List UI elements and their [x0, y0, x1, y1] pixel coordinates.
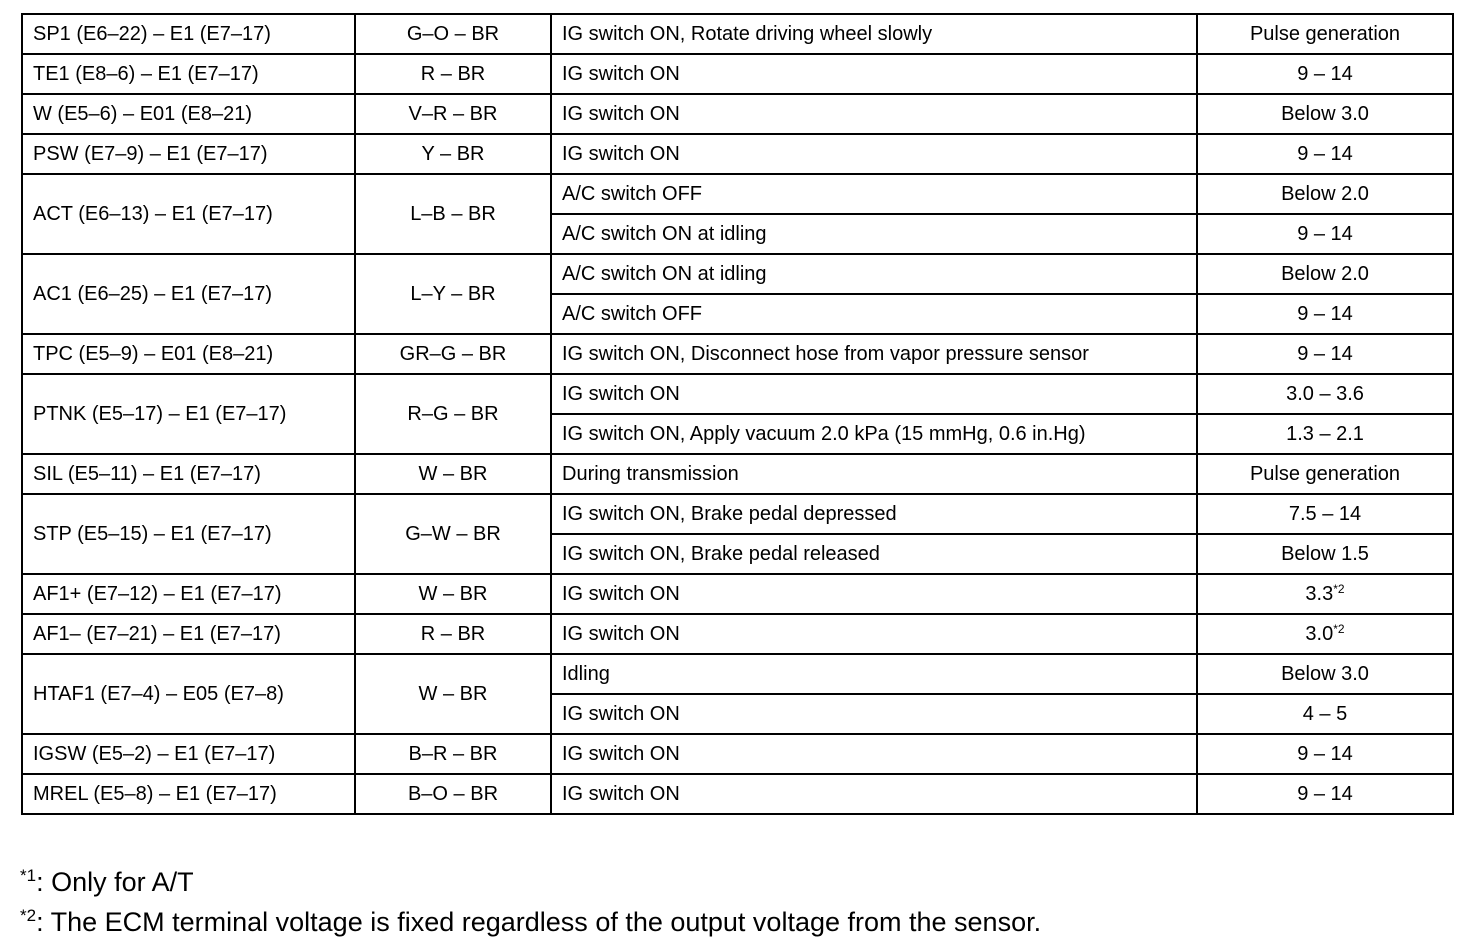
specified-value-cell	[1197, 774, 1453, 814]
condition-cell: IG switch ON, Rotate driving wheel slowly	[551, 14, 1197, 54]
specified-value-cell	[1197, 494, 1453, 534]
condition-cell: A/C switch ON at idling	[551, 254, 1197, 294]
condition-cell: A/C switch OFF	[551, 174, 1197, 214]
condition-cell: IG switch ON, Brake pedal released	[551, 534, 1197, 574]
specified-value-cell	[1197, 374, 1453, 414]
specified-value: 1.3 – 2.1	[1286, 422, 1364, 445]
specified-value-cell	[1197, 54, 1453, 94]
footnote-text: : The ECM terminal voltage is fixed regardless of the output voltage from the sensor.	[36, 907, 1042, 937]
condition-cell: Idling	[551, 654, 1197, 694]
table-row	[22, 254, 1453, 294]
specified-value: Below 3.0	[1281, 102, 1369, 125]
specified-value-cell	[1197, 294, 1453, 334]
specified-value-cell	[1197, 214, 1453, 254]
specified-value: 9 – 14	[1297, 742, 1353, 765]
terminal-cell: SP1 (E6–22) – E1 (E7–17)	[22, 14, 355, 54]
wiring-color-cell: R – BR	[355, 54, 551, 94]
specified-value-cell	[1197, 254, 1453, 294]
specified-value: 3.3	[1305, 582, 1334, 605]
specified-value-cell	[1197, 574, 1453, 614]
condition-cell: A/C switch ON at idling	[551, 214, 1197, 254]
specified-value-cell	[1197, 654, 1453, 694]
condition-cell: IG switch ON	[551, 694, 1197, 734]
terminal-cell: AF1– (E7–21) – E1 (E7–17)	[22, 614, 355, 654]
table-row	[22, 734, 1453, 774]
condition-cell: IG switch ON	[551, 54, 1197, 94]
specified-value: 3.0 – 3.6	[1286, 382, 1364, 405]
specified-value: Below 3.0	[1281, 662, 1369, 685]
condition-cell: IG switch ON	[551, 614, 1197, 654]
table-row	[22, 774, 1453, 814]
terminal-cell: W (E5–6) – E01 (E8–21)	[22, 94, 355, 134]
condition-cell: IG switch ON	[551, 134, 1197, 174]
specified-value: Below 2.0	[1281, 262, 1369, 285]
terminal-cell: AC1 (E6–25) – E1 (E7–17)	[22, 254, 355, 334]
condition-cell: During transmission	[551, 454, 1197, 494]
table-row	[22, 94, 1453, 134]
terminal-cell: PTNK (E5–17) – E1 (E7–17)	[22, 374, 355, 454]
specified-value-cell	[1197, 734, 1453, 774]
footnotes	[20, 862, 1041, 942]
footnote-mark: *2	[1333, 581, 1345, 596]
table-row	[22, 374, 1453, 414]
ecm-terminal-voltage-table	[21, 13, 1454, 815]
specified-value: 9 – 14	[1297, 782, 1353, 805]
specified-value-cell	[1197, 534, 1453, 574]
wiring-color-cell: L–B – BR	[355, 174, 551, 254]
specified-value: 7.5 – 14	[1288, 502, 1362, 525]
condition-cell: IG switch ON, Disconnect hose from vapor pressure sensor	[551, 334, 1197, 374]
specified-value: 9 – 14	[1297, 142, 1353, 165]
specified-value: 9 – 14	[1297, 342, 1353, 365]
terminal-cell: MREL (E5–8) – E1 (E7–17)	[22, 774, 355, 814]
wiring-color-cell: W – BR	[355, 574, 551, 614]
terminal-cell: SIL (E5–11) – E1 (E7–17)	[22, 454, 355, 494]
specified-value: Pulse generation	[1249, 22, 1401, 45]
wiring-color-cell: R–G – BR	[355, 374, 551, 454]
wiring-color-cell: G–W – BR	[355, 494, 551, 574]
table-row	[22, 574, 1453, 614]
table-row	[22, 454, 1453, 494]
condition-cell: IG switch ON	[551, 374, 1197, 414]
terminal-cell: TE1 (E8–6) – E1 (E7–17)	[22, 54, 355, 94]
footnote-marker: *1	[20, 866, 37, 885]
wiring-color-cell: W – BR	[355, 454, 551, 494]
table-row	[22, 494, 1453, 534]
terminal-cell: AF1+ (E7–12) – E1 (E7–17)	[22, 574, 355, 614]
footnote-text: : Only for A/T	[36, 867, 194, 897]
specified-value-cell	[1197, 94, 1453, 134]
condition-cell: A/C switch OFF	[551, 294, 1197, 334]
specified-value-cell	[1197, 614, 1453, 654]
terminal-cell: TPC (E5–9) – E01 (E8–21)	[22, 334, 355, 374]
condition-cell: IG switch ON	[551, 734, 1197, 774]
condition-cell: IG switch ON	[551, 574, 1197, 614]
wiring-color-cell: GR–G – BR	[355, 334, 551, 374]
table-row	[22, 654, 1453, 694]
table-body	[22, 14, 1453, 814]
specified-value: 9 – 14	[1297, 62, 1353, 85]
wiring-color-cell: B–R – BR	[355, 734, 551, 774]
condition-cell: IG switch ON, Apply vacuum 2.0 kPa (15 mmHg, 0.6 in.Hg)	[551, 414, 1197, 454]
specified-value: Below 1.5	[1281, 542, 1369, 565]
table-row	[22, 174, 1453, 214]
table-row	[22, 54, 1453, 94]
specified-value: 4 – 5	[1302, 702, 1348, 725]
specified-value-cell	[1197, 334, 1453, 374]
wiring-color-cell: L–Y – BR	[355, 254, 551, 334]
terminal-cell: STP (E5–15) – E1 (E7–17)	[22, 494, 355, 574]
wiring-color-cell: V–R – BR	[355, 94, 551, 134]
footnote-marker: *2	[20, 906, 37, 925]
specified-value: 9 – 14	[1297, 222, 1353, 245]
condition-cell: IG switch ON	[551, 774, 1197, 814]
condition-cell: IG switch ON	[551, 94, 1197, 134]
specified-value-cell	[1197, 454, 1453, 494]
footnote	[20, 862, 1041, 902]
specified-value-cell	[1197, 414, 1453, 454]
specified-value-cell	[1197, 134, 1453, 174]
footnote	[20, 902, 1041, 942]
specified-value: 9 – 14	[1297, 302, 1353, 325]
table-row	[22, 614, 1453, 654]
footnote-mark: *2	[1333, 621, 1345, 636]
terminal-cell: ACT (E6–13) – E1 (E7–17)	[22, 174, 355, 254]
specified-value-cell	[1197, 694, 1453, 734]
specified-value: Pulse generation	[1249, 462, 1401, 485]
table-row	[22, 134, 1453, 174]
wiring-color-cell: W – BR	[355, 654, 551, 734]
terminal-cell: HTAF1 (E7–4) – E05 (E7–8)	[22, 654, 355, 734]
specified-value-cell	[1197, 174, 1453, 214]
condition-cell: IG switch ON, Brake pedal depressed	[551, 494, 1197, 534]
table-row	[22, 334, 1453, 374]
specified-value-cell	[1197, 14, 1453, 54]
wiring-color-cell: Y – BR	[355, 134, 551, 174]
wiring-color-cell: R – BR	[355, 614, 551, 654]
wiring-color-cell: B–O – BR	[355, 774, 551, 814]
specified-value: Below 2.0	[1281, 182, 1369, 205]
terminal-cell: PSW (E7–9) – E1 (E7–17)	[22, 134, 355, 174]
table-row	[22, 14, 1453, 54]
terminal-cell: IGSW (E5–2) – E1 (E7–17)	[22, 734, 355, 774]
specified-value: 3.0	[1305, 622, 1334, 645]
wiring-color-cell: G–O – BR	[355, 14, 551, 54]
